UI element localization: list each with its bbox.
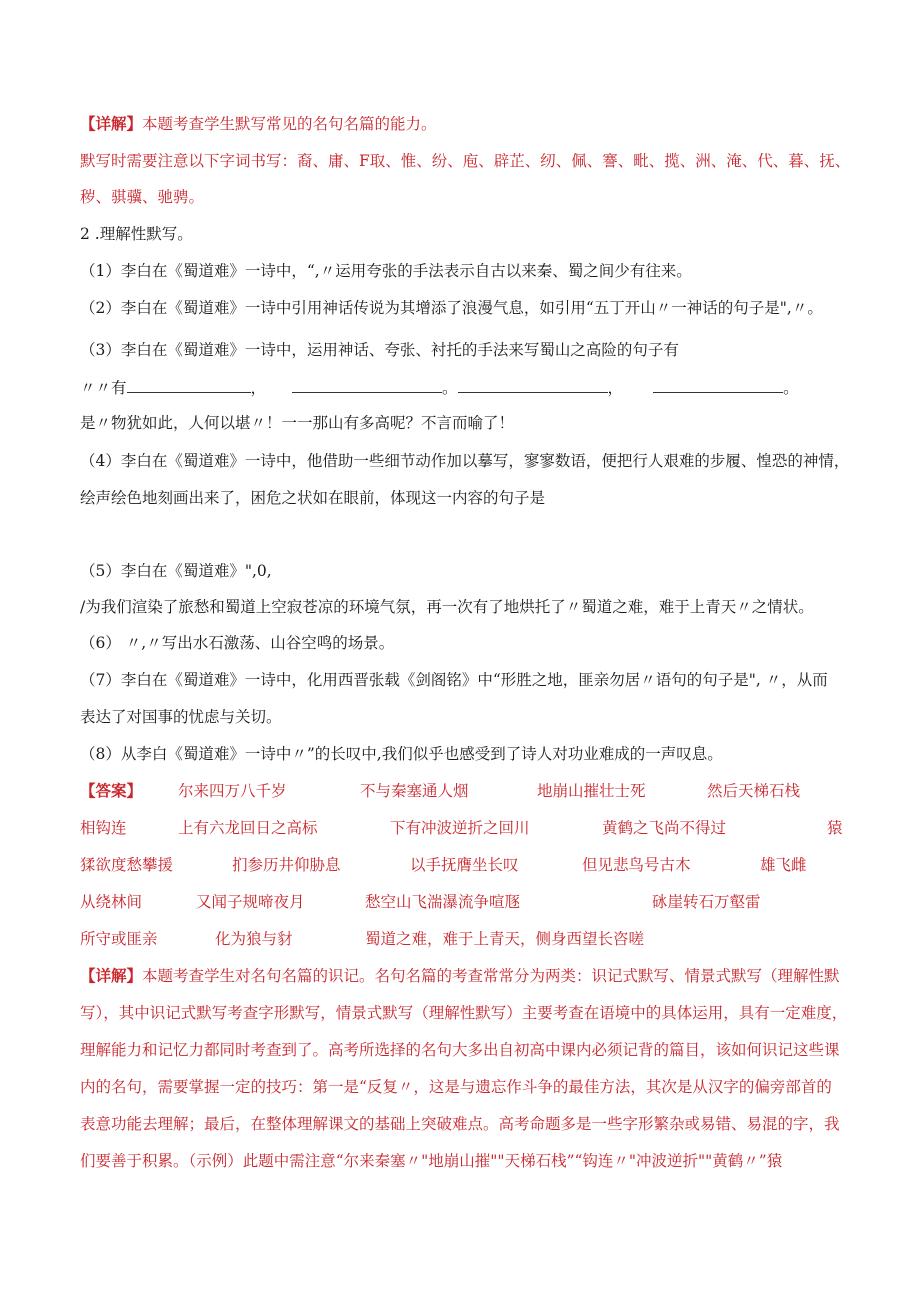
- answer-item: 不与秦塞通人烟: [360, 782, 469, 800]
- answer-tag: 【答案】: [80, 781, 143, 800]
- answer-item: 愁空山飞湍瀑流争喧豗: [365, 893, 521, 911]
- sub-question-5-line-1: （5）李白在《蜀道难》",0,: [80, 562, 272, 580]
- answer-item: 地崩山摧壮士死: [537, 782, 646, 800]
- sub-question-3: （3）李白在《蜀道难》一诗中，运用神话、夸张、衬托的手法来写蜀山之高险的句子有: [80, 341, 679, 359]
- sub-question-8: （8）从李白《蜀道难》一诗中〃”的长叹中,我们似乎也感受到了诗人对功业难成的一声叹息。: [80, 745, 723, 763]
- q2-detail-line-1: 【详解】本题考查学生对名句名篇的识记。名句名篇的考查常常分为两类：识记式默写、情景式默写（理解性默: [80, 966, 840, 985]
- answer-item: 猿: [827, 819, 843, 837]
- sub-question-1: （1）李白在《蜀道难》一诗中，“,〃运用夸张的手法表示自古以来秦、蜀之间少有往来。: [80, 262, 692, 280]
- answer-blank[interactable]: [127, 378, 251, 393]
- answer-item: 又闻子规啼夜月: [196, 893, 305, 911]
- answer-item: 雄飞雌: [760, 856, 807, 874]
- sub-question-3-tail: 是〃物犹如此，人何以堪〃！一一那山有多高呢？不言而喻了！: [80, 414, 515, 432]
- answer-item: 猱欲度愁攀援: [80, 856, 174, 874]
- sub-question-4-line-2: 绘声绘色地刻画出来了，困危之状如在眼前，体现这一内容的句子是: [80, 489, 546, 507]
- answer-item: 上有六龙回日之高标: [178, 819, 318, 837]
- answer-item: 然后天梯石栈: [707, 782, 801, 800]
- sub-question-3-blanks: 〃〃有 ， 。 ， 。: [80, 379, 799, 397]
- q1-detail-line-3: 秽、骐骥、驰骋。: [80, 188, 205, 206]
- answer-blank[interactable]: [653, 378, 783, 393]
- sub-question-2: （2）李白在《蜀道难》一诗中引用神话传说为其增添了浪漫气息，如引用“五丁开山〃一神话的句子是",〃。: [80, 299, 823, 317]
- answer-item: 扪参历井仰胁息: [232, 856, 341, 874]
- answer-item: 尔来四万八千岁: [178, 782, 287, 800]
- answer-item: 黄鹤之飞尚不得过: [602, 819, 727, 837]
- sub-question-6: （6） 〃,〃写出水石激荡、山谷空鸣的场景。: [80, 634, 395, 652]
- answer-item: 相钩连: [80, 819, 127, 837]
- answer-item: 下有冲波逆折之回川: [390, 819, 530, 837]
- answer-item: 砯崖转石万壑雷: [652, 893, 761, 911]
- q2-detail-line-5: 表意功能去理解；最后，在整体理解课文的基础上突破难点。高考命题多是一些字形繁杂或易错、易混的字，我: [80, 1115, 840, 1133]
- q1-detail-line-2: 默写时需要注意以下字词书写：裔、庸、F取、惟、纷、庖、辟芷、纫、佩、謇、毗、揽、洲、淹、代、暮、抚、: [80, 152, 851, 170]
- sub-question-7-line-2: 表达了对国事的忧虑与关切。: [80, 708, 282, 726]
- q2-detail-line-2: 写），其中识记式默写考查字形默写，情景式默写（理解性默写）主要考查在语境中的具体运用，具有一定难度，: [80, 1004, 848, 1022]
- answer-item: 从绕林间: [80, 893, 143, 911]
- sub-question-7-line-1: （7）李白在《蜀道难》一诗中，化用西晋张载《剑阁铭》中“形胜之地，匪亲勿居〃语句的句子是", 〃，从而: [80, 671, 828, 689]
- answer-blank[interactable]: [292, 378, 442, 393]
- answer-item: 但见悲鸟号古木: [582, 856, 691, 874]
- answer-item: 蜀道之难，难于上青天，侧身西望长咨嗟: [365, 930, 645, 948]
- sub-question-4-line-1: （4）李白在《蜀道难》一诗中，他借助一些细节动作加以摹写，寥寥数语，便把行人艰难的步履、惶恐的神情，: [80, 452, 850, 470]
- sub-question-5-line-2: /为我们渲染了旅愁和蜀道上空寂苍凉的环境气氛，再一次有了地烘托了〃蜀道之难，难于上青天〃之情状。: [80, 598, 814, 616]
- answer-item: 所守或匪亲: [80, 930, 158, 948]
- answer-blank[interactable]: [458, 378, 608, 393]
- detail-tag: 【详解】: [80, 966, 143, 985]
- q2-detail-line-4: 内的名句，需要掌握一定的技巧：第一是“反复〃，这是与遗忘作斗争的最佳方法，其次是从汉字的偏旁部首的: [80, 1078, 832, 1096]
- question-2-title: 2 .理解性默写。: [80, 225, 193, 243]
- q2-detail-line-3: 理解能力和记忆力都同时考查到了。高考所选择的名句大多出自初高中课内必须记背的篇目，该如何识记这些课: [80, 1041, 840, 1059]
- detail-tag: 【详解】: [80, 114, 143, 133]
- answer-item: 以手抚膺坐长叹: [410, 856, 519, 874]
- q1-detail-line-1: 【详解】本题考查学生默写常见的名句名篇的能力。: [80, 114, 437, 133]
- q2-detail-line-6: 们要善于积累。（示例）此题中需注意“尔来秦塞〃"地崩山摧""天梯石栈”“钩连〃"冲波逆折""黄鹤〃”猿: [80, 1152, 783, 1170]
- answer-item: 化为狼与豺: [215, 930, 293, 948]
